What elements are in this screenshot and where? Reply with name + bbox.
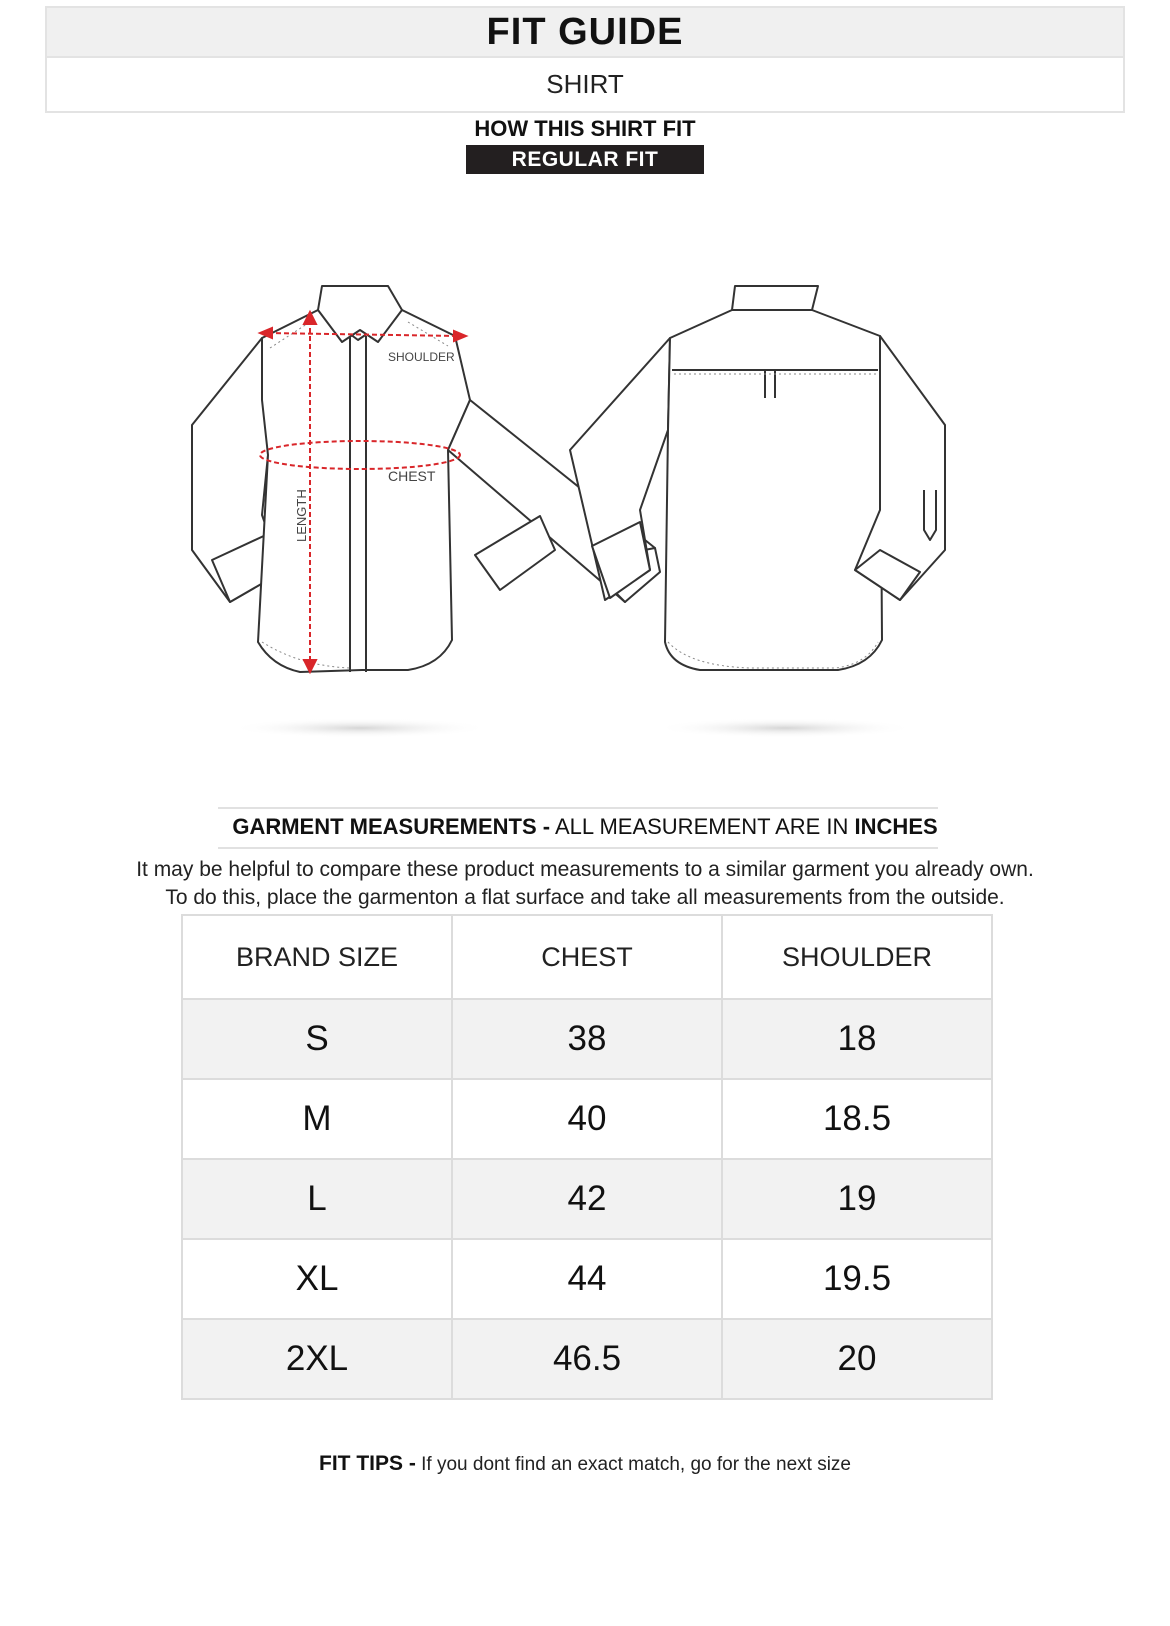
back-shirt-shadow (655, 718, 915, 738)
table-row (182, 1319, 992, 1399)
table-row (182, 999, 992, 1079)
shirt-illustration (0, 250, 1170, 770)
size-cell: 2XL (182, 1319, 452, 1399)
chest-cell: 46.5 (452, 1319, 722, 1399)
column-header: BRAND SIZE (182, 915, 452, 999)
shoulder-cell: 18.5 (722, 1079, 992, 1159)
back-shirt (570, 286, 945, 670)
column-header: SHOULDER (722, 915, 992, 999)
divider-bottom (218, 847, 938, 849)
column-header: CHEST (452, 915, 722, 999)
size-chart-table (181, 914, 993, 1400)
length-label: LENGTH (294, 489, 309, 542)
table-header-row (182, 915, 992, 999)
chest-cell: 42 (452, 1159, 722, 1239)
size-cell: M (182, 1079, 452, 1159)
chest-cell: 40 (452, 1079, 722, 1159)
fit-tips (0, 1452, 1170, 1476)
chest-cell: 44 (452, 1239, 722, 1319)
shoulder-cell: 20 (722, 1319, 992, 1399)
how-shirt-fits-heading: HOW THIS SHIRT FIT (474, 116, 696, 141)
shoulder-cell: 19 (722, 1159, 992, 1239)
fit-type-badge: REGULAR FIT (466, 145, 704, 174)
size-cell: XL (182, 1239, 452, 1319)
table-row (182, 1239, 992, 1319)
fit-tips-text: If you dont find an exact match, go for the next size (415, 1454, 851, 1475)
chest-label: CHEST (388, 468, 436, 484)
chest-cell: 38 (452, 999, 722, 1079)
table-row (182, 1159, 992, 1239)
page-title: FIT GUIDE (45, 6, 1125, 58)
fit-tips-label: FIT TIPS - (319, 1452, 416, 1475)
size-cell: S (182, 999, 452, 1079)
measure-note-line-1: It may be helpful to compare these product measurements to a similar garment you already own. (136, 858, 1034, 881)
shoulder-label: SHOULDER (388, 350, 455, 364)
measure-note-line-2: To do this, place the garmenton a flat surface and take all measurements from the outside. (165, 886, 1005, 909)
size-cell: L (182, 1159, 452, 1239)
shoulder-cell: 18 (722, 999, 992, 1079)
category-label: SHIRT (45, 58, 1125, 113)
shoulder-cell: 19.5 (722, 1239, 992, 1319)
measurements-heading: GARMENT MEASUREMENTS - ALL MEASUREMENT ARE IN INCHES (232, 814, 938, 839)
front-shirt-shadow (230, 718, 490, 738)
divider-top (218, 807, 938, 809)
table-row (182, 1079, 992, 1159)
